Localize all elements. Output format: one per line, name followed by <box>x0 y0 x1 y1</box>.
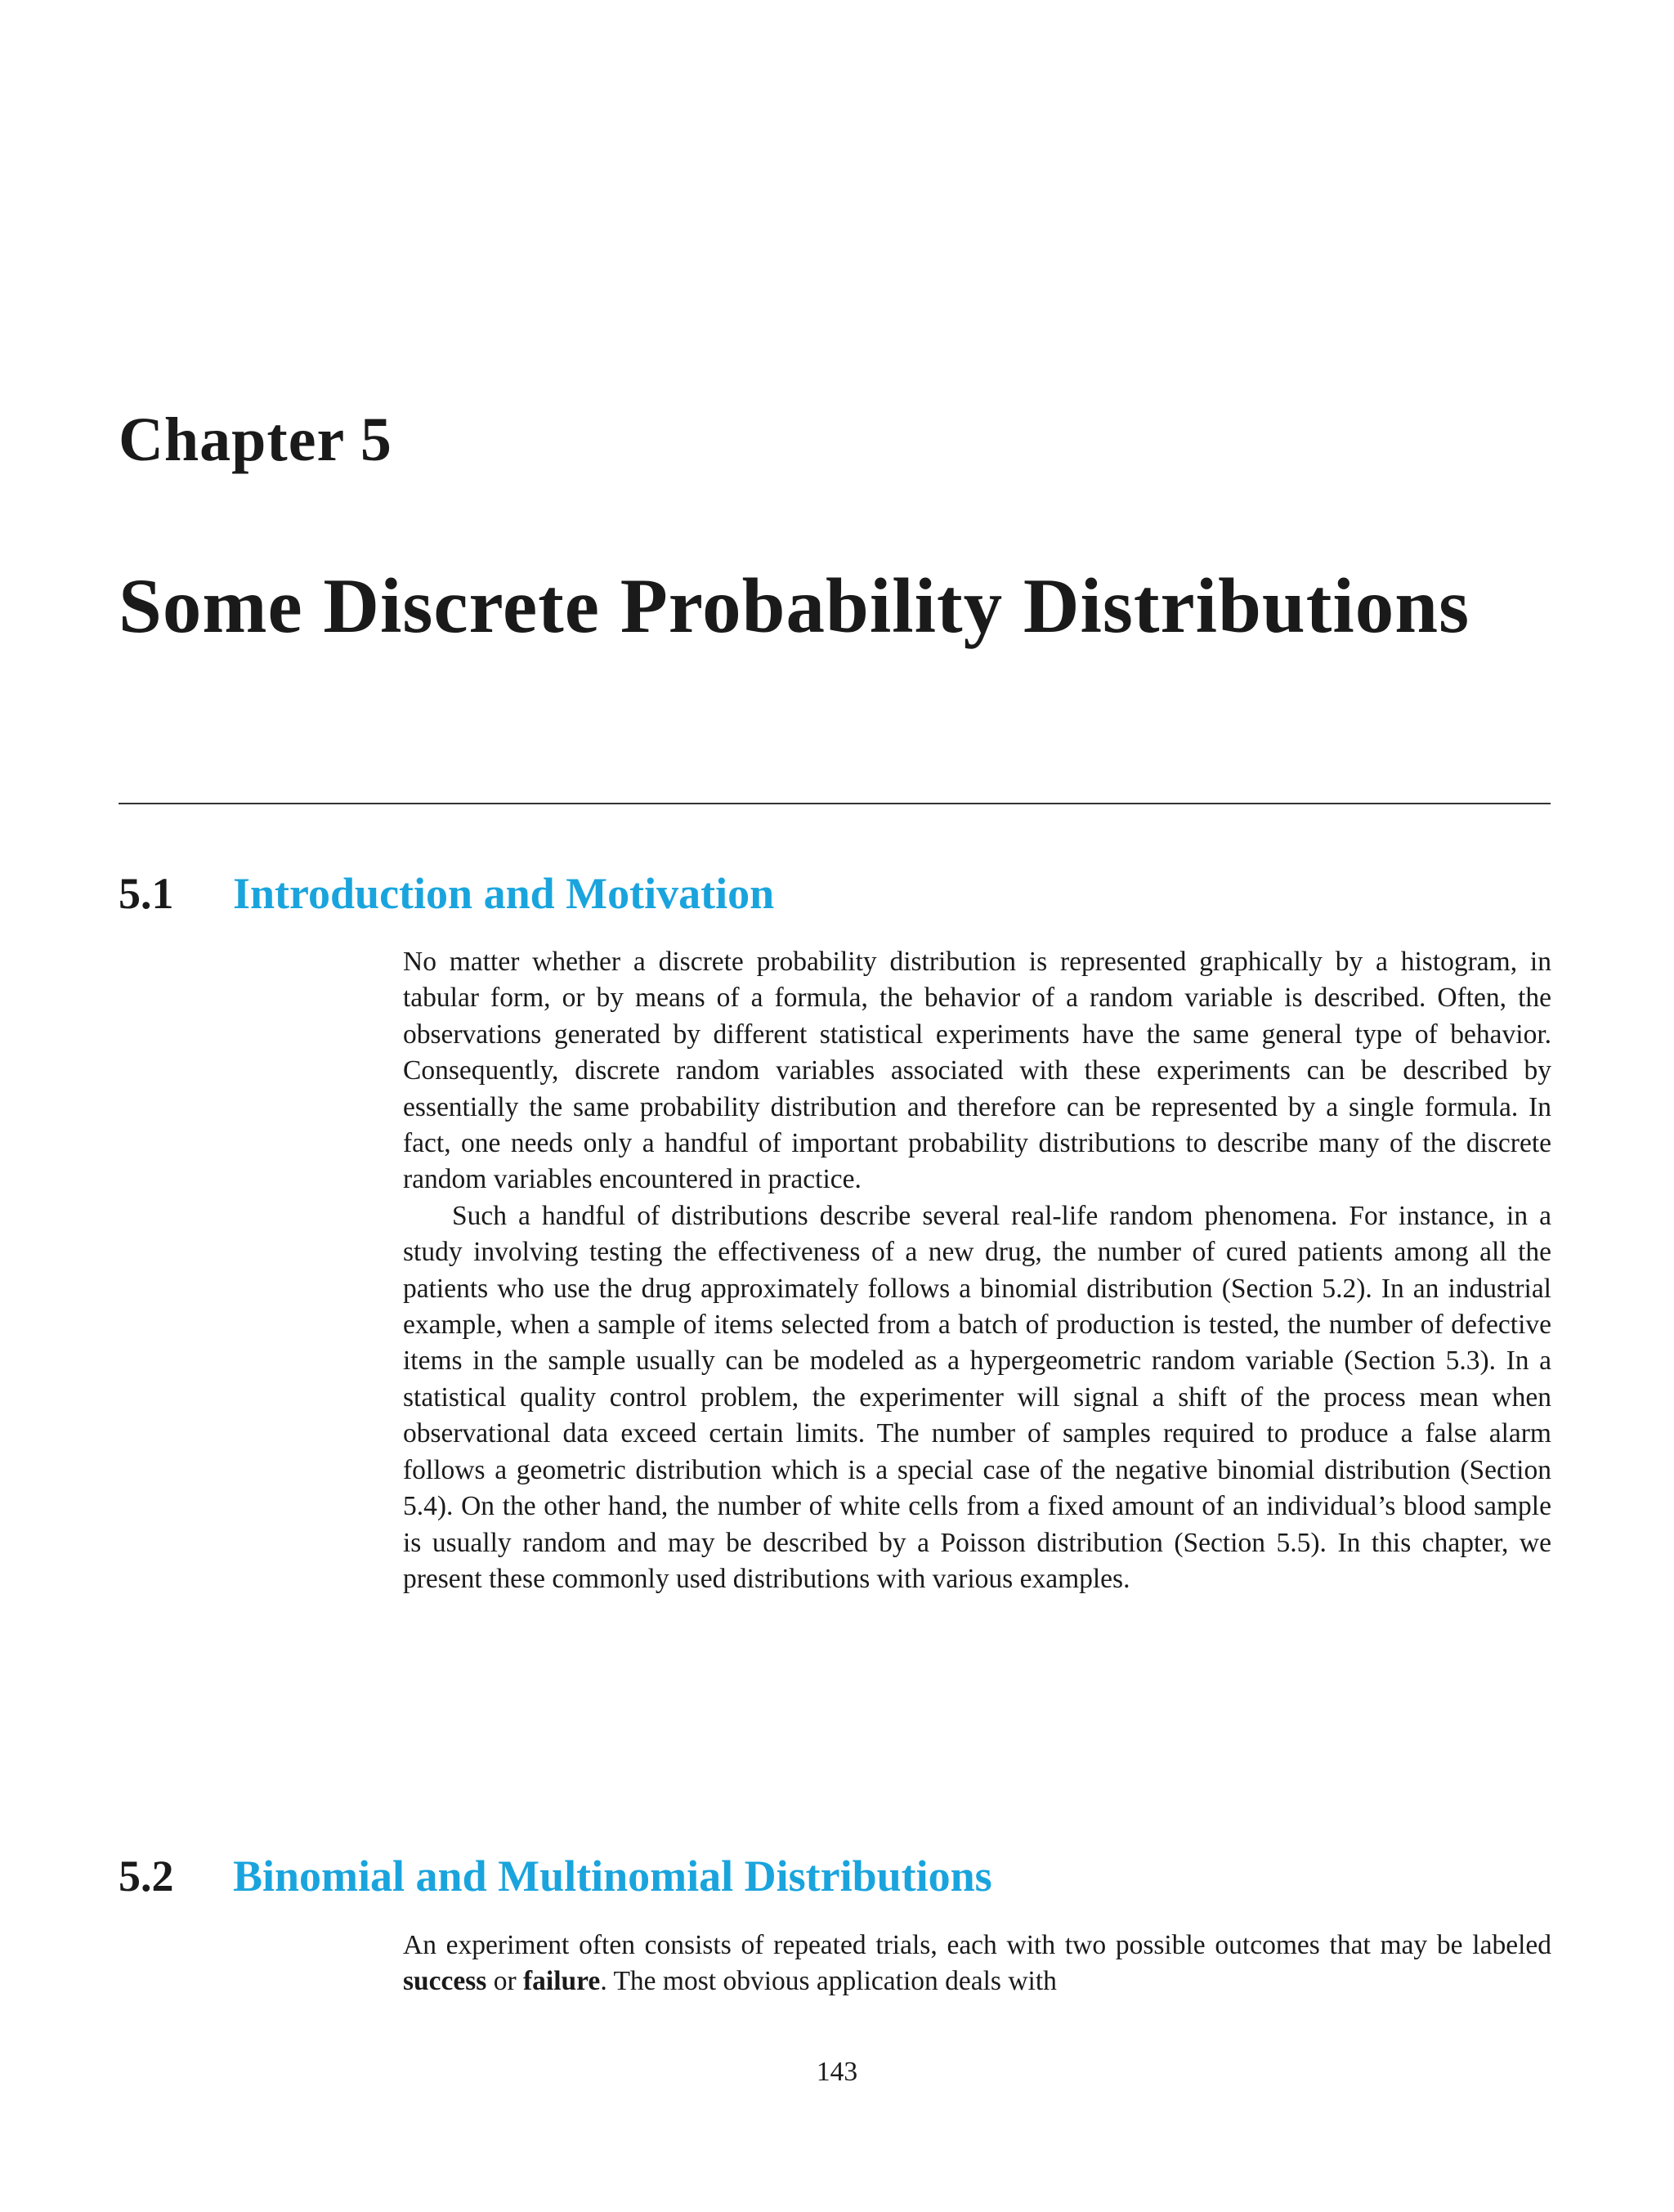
section-5-1-body <box>403 944 1551 1597</box>
section-5-2-body <box>403 1928 1551 2000</box>
intro-text: An experiment often consists of repeated trials, each with two possible outcomes that may be labeled <box>403 1930 1551 1960</box>
intro-text: or <box>486 1966 524 1997</box>
section-number: 5.2 <box>119 1852 174 1901</box>
title-divider <box>119 803 1551 804</box>
paragraph <box>403 1928 1551 2000</box>
intro-text: . The most obvious application deals with <box>600 1966 1057 1997</box>
term-success: success <box>403 1966 487 1997</box>
term-failure: failure <box>523 1966 601 1997</box>
paragraph: Such a handful of distributions describe several real-life random phenomena. For instance, in a study involving testing the effectiveness of a new drug, the number of cured patients among all the patients who use the drug approximately follows a binomial distribution (Section 5.2). In an industrial example, when a sample of items selected from a batch of production is tested, the number of defective items in the sample usually can be modeled as a hypergeometric random variable (Section 5.3). In a statistical quality control problem, the experimenter will signal a shift of the process mean when observational data exceed certain limits. The number of samples required to produce a false alarm follows a geometric distribution which is a special case of the negative binomial distribution (Section 5.4). On the other hand, the number of white cells from a fixed amount of an individual’s blood sample is usually random and may be described by a Poisson distribution (Section 5.5). In this chapter, we present these commonly used distributions with various examples. <box>403 1200 1551 1594</box>
section-title: Introduction and Motivation <box>233 869 775 918</box>
chapter-title: Some Discrete Probability Distributions <box>119 562 1470 649</box>
section-title: Binomial and Multinomial Distributions <box>233 1852 992 1901</box>
page-number: 143 <box>816 2057 858 2087</box>
section-heading-5-1 <box>119 871 774 916</box>
section-number: 5.1 <box>119 869 174 918</box>
chapter-label: Chapter 5 <box>119 405 392 474</box>
paragraph: No matter whether a discrete probability distribution is represented graphically by a histogram, in tabular form, or by means of a formula, the behavior of a random variable is described. Often, the observations generated by different statistical experiments have the same general type of behavior. Consequently, discrete random variables associated with these experiments can be described by essentially the same probability distribution and therefore can be represented by a single formula. In fact, one needs only a handful of important probability distributions to describe many of the discrete random variables encountered in practice. <box>403 947 1551 1195</box>
section-heading-5-2 <box>119 1852 992 1901</box>
